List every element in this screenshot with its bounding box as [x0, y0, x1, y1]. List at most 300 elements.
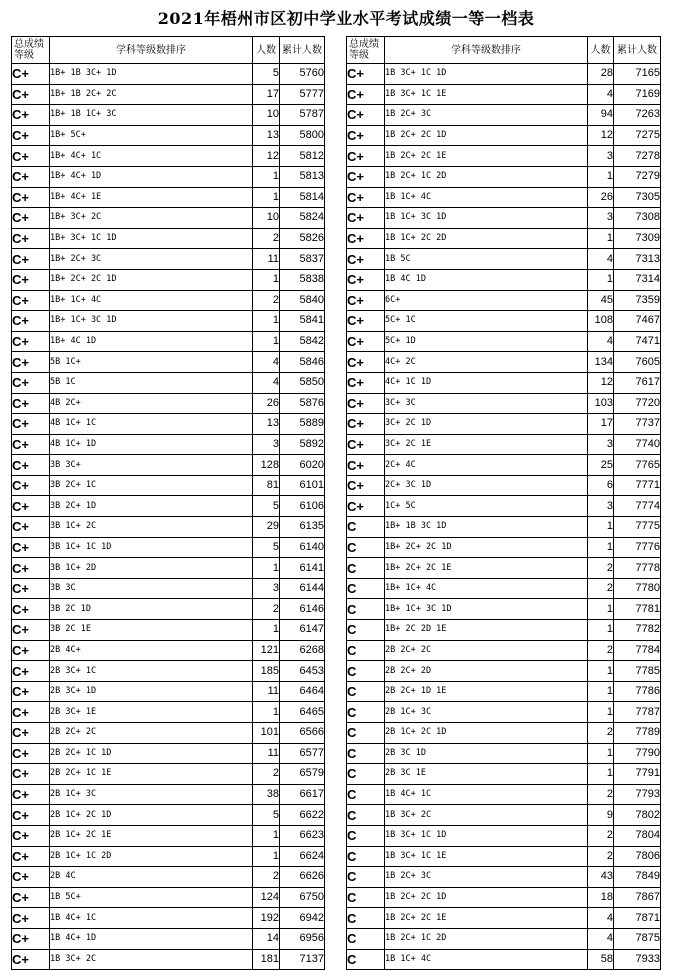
table-row: [347, 867, 661, 888]
combo-cell: 1B+ 1C+ 4C: [50, 290, 253, 311]
grade-cell: C+: [347, 249, 385, 270]
combo-cell: 1B 3C+ 1C 1E: [385, 84, 588, 105]
total-cell: 5837: [280, 249, 325, 270]
table-row: [12, 269, 325, 290]
table-row: [12, 64, 325, 85]
total-cell: 6750: [280, 887, 325, 908]
table-row: [12, 311, 325, 332]
table-row: [347, 105, 661, 126]
total-cell: 5824: [280, 208, 325, 229]
combo-cell: 2B 3C 1E: [385, 764, 588, 785]
table-row: [347, 784, 661, 805]
count-cell: 1: [588, 681, 614, 702]
grade-cell: C: [347, 640, 385, 661]
table-row: [347, 352, 661, 373]
grade-cell: C: [347, 681, 385, 702]
total-cell: 5876: [280, 393, 325, 414]
combo-cell: 5C+ 1D: [385, 331, 588, 352]
total-cell: 7789: [614, 723, 661, 744]
table-row: [12, 455, 325, 476]
count-cell: 1: [253, 269, 280, 290]
grade-cell: C+: [12, 64, 50, 85]
grade-cell: C+: [347, 125, 385, 146]
total-cell: 7871: [614, 908, 661, 929]
count-cell: 5: [253, 537, 280, 558]
grade-cell: C+: [347, 414, 385, 435]
count-cell: 2: [588, 578, 614, 599]
table-row: [347, 228, 661, 249]
grade-cell: C+: [347, 311, 385, 332]
table-row: [347, 537, 661, 558]
combo-cell: 1B 1C+ 2C 2D: [385, 228, 588, 249]
count-cell: 101: [253, 723, 280, 744]
header-count: 人数: [253, 37, 280, 64]
count-cell: 29: [253, 517, 280, 538]
count-cell: 1: [588, 228, 614, 249]
count-cell: 11: [253, 743, 280, 764]
table-row: [347, 311, 661, 332]
table-row: [12, 352, 325, 373]
table-row: [12, 105, 325, 126]
table-row: [347, 949, 661, 970]
count-cell: 2: [588, 558, 614, 579]
combo-cell: 1B 2C+ 3C: [385, 867, 588, 888]
combo-cell: 1B 4C+ 1D: [50, 928, 253, 949]
total-cell: 7867: [614, 887, 661, 908]
grade-cell: C: [347, 908, 385, 929]
total-cell: 7786: [614, 681, 661, 702]
total-cell: 7771: [614, 475, 661, 496]
combo-cell: 1B+ 4C+ 1E: [50, 187, 253, 208]
table-row: [12, 146, 325, 167]
total-cell: 7849: [614, 867, 661, 888]
count-cell: 12: [253, 146, 280, 167]
grade-cell: C+: [12, 784, 50, 805]
total-cell: 6135: [280, 517, 325, 538]
grade-cell: C+: [12, 805, 50, 826]
total-cell: 6101: [280, 475, 325, 496]
total-cell: 5842: [280, 331, 325, 352]
grade-cell: C: [347, 558, 385, 579]
page-title: 2021年梧州市区初中学业水平考试成绩一等一档表: [157, 9, 535, 28]
table-row: [12, 125, 325, 146]
total-cell: 5841: [280, 311, 325, 332]
grade-cell: C+: [12, 702, 50, 723]
total-cell: 5760: [280, 64, 325, 85]
count-cell: 192: [253, 908, 280, 929]
combo-cell: 3C+ 2C 1D: [385, 414, 588, 435]
table-row: [12, 764, 325, 785]
combo-cell: 2B 1C+ 3C: [385, 702, 588, 723]
combo-cell: 1B 3C+ 1C 1D: [385, 825, 588, 846]
combo-cell: 1B+ 1B 3C 1D: [385, 517, 588, 538]
table-row: [12, 84, 325, 105]
table-row: [12, 640, 325, 661]
table-row: [347, 249, 661, 270]
table-row: [347, 475, 661, 496]
total-cell: 5846: [280, 352, 325, 373]
table-row: [12, 825, 325, 846]
table-row: [12, 723, 325, 744]
combo-cell: 1B+ 3C+ 1C 1D: [50, 228, 253, 249]
grade-cell: C+: [12, 352, 50, 373]
table-row: [347, 578, 661, 599]
grade-cell: C: [347, 784, 385, 805]
combo-cell: 3B 1C+ 2D: [50, 558, 253, 579]
table-row: [12, 372, 325, 393]
combo-cell: 2B 1C+ 2C 1E: [50, 825, 253, 846]
grade-cell: C+: [12, 599, 50, 620]
combo-cell: 3B 2C 1E: [50, 620, 253, 641]
combo-cell: 3B 2C+ 1D: [50, 496, 253, 517]
total-cell: 7765: [614, 455, 661, 476]
count-cell: 43: [588, 867, 614, 888]
total-cell: 5800: [280, 125, 325, 146]
combo-cell: 1B+ 1B 3C+ 1D: [50, 64, 253, 85]
combo-cell: 2B 3C 1D: [385, 743, 588, 764]
grade-cell: C+: [12, 558, 50, 579]
grade-cell: C+: [347, 372, 385, 393]
grade-cell: C+: [12, 372, 50, 393]
combo-cell: 1B 2C+ 1C 2D: [385, 166, 588, 187]
grade-cell: C+: [347, 64, 385, 85]
header-grade: 总成绩 等级: [347, 37, 385, 64]
grade-cell: C: [347, 867, 385, 888]
count-cell: 124: [253, 887, 280, 908]
grade-cell: C+: [12, 887, 50, 908]
total-cell: 7278: [614, 146, 661, 167]
count-cell: 2: [588, 825, 614, 846]
grade-cell: C+: [347, 290, 385, 311]
count-cell: 26: [588, 187, 614, 208]
count-cell: 1: [588, 661, 614, 682]
table-row: [12, 496, 325, 517]
count-cell: 38: [253, 784, 280, 805]
count-cell: 4: [253, 372, 280, 393]
grade-cell: C: [347, 949, 385, 970]
total-cell: 7806: [614, 846, 661, 867]
grade-cell: C+: [12, 290, 50, 311]
total-cell: 7720: [614, 393, 661, 414]
combo-cell: 1B 4C+ 1C: [50, 908, 253, 929]
combo-cell: 5C+ 1C: [385, 311, 588, 332]
total-cell: 5777: [280, 84, 325, 105]
table-header-row: [347, 37, 661, 64]
total-cell: 5826: [280, 228, 325, 249]
total-cell: 7787: [614, 702, 661, 723]
grade-cell: C+: [12, 949, 50, 970]
count-cell: 13: [253, 125, 280, 146]
grade-cell: C: [347, 702, 385, 723]
left-grade-table: [11, 36, 325, 970]
grade-cell: C+: [12, 578, 50, 599]
total-cell: 6465: [280, 702, 325, 723]
combo-cell: 4B 1C+ 1C: [50, 414, 253, 435]
count-cell: 81: [253, 475, 280, 496]
grade-cell: C: [347, 764, 385, 785]
total-cell: 5850: [280, 372, 325, 393]
total-cell: 6147: [280, 620, 325, 641]
count-cell: 9: [588, 805, 614, 826]
count-cell: 3: [253, 578, 280, 599]
combo-cell: 1B 2C+ 2C 1D: [385, 887, 588, 908]
table-row: [347, 825, 661, 846]
grade-cell: C+: [12, 908, 50, 929]
grade-cell: C+: [12, 228, 50, 249]
table-row: [12, 434, 325, 455]
combo-cell: 1B 5C+: [50, 887, 253, 908]
table-row: [347, 166, 661, 187]
table-row: [347, 620, 661, 641]
total-cell: 7309: [614, 228, 661, 249]
grade-cell: C+: [12, 825, 50, 846]
grade-cell: C+: [347, 228, 385, 249]
table-row: [12, 702, 325, 723]
total-cell: 7137: [280, 949, 325, 970]
combo-cell: 3C+ 2C 1E: [385, 434, 588, 455]
combo-cell: 1B 2C+ 2C 1E: [385, 146, 588, 167]
combo-cell: 1B+ 1B 1C+ 3C: [50, 105, 253, 126]
total-cell: 7737: [614, 414, 661, 435]
combo-cell: 3B 3C+: [50, 455, 253, 476]
table-row: [347, 269, 661, 290]
grade-cell: C: [347, 599, 385, 620]
total-cell: 6140: [280, 537, 325, 558]
total-cell: 6577: [280, 743, 325, 764]
combo-cell: 6C+: [385, 290, 588, 311]
count-cell: 1: [588, 537, 614, 558]
count-cell: 3: [588, 496, 614, 517]
total-cell: 6268: [280, 640, 325, 661]
count-cell: 2: [588, 846, 614, 867]
table-row: [347, 146, 661, 167]
count-cell: 1: [253, 846, 280, 867]
combo-cell: 1B 2C+ 3C: [385, 105, 588, 126]
table-row: [12, 928, 325, 949]
total-cell: 5787: [280, 105, 325, 126]
count-cell: 3: [588, 434, 614, 455]
table-row: [347, 599, 661, 620]
total-cell: 7359: [614, 290, 661, 311]
count-cell: 103: [588, 393, 614, 414]
table-row: [347, 640, 661, 661]
total-cell: 7785: [614, 661, 661, 682]
count-cell: 3: [588, 146, 614, 167]
grade-cell: C+: [12, 393, 50, 414]
count-cell: 12: [588, 125, 614, 146]
combo-cell: 1B+ 4C+ 1D: [50, 166, 253, 187]
header-grade: 总成绩 等级: [12, 37, 50, 64]
combo-cell: 1B 5C: [385, 249, 588, 270]
grade-cell: C+: [12, 640, 50, 661]
combo-cell: 1B+ 2C+ 2C 1D: [385, 537, 588, 558]
table-row: [347, 496, 661, 517]
count-cell: 14: [253, 928, 280, 949]
grade-cell: C+: [12, 723, 50, 744]
combo-cell: 2B 2C+ 2D: [385, 661, 588, 682]
total-cell: 6626: [280, 867, 325, 888]
combo-cell: 3B 1C+ 2C: [50, 517, 253, 538]
total-cell: 6942: [280, 908, 325, 929]
grade-cell: C+: [12, 434, 50, 455]
table-row: [347, 846, 661, 867]
grade-cell: C+: [12, 125, 50, 146]
combo-cell: 4C+ 1C 1D: [385, 372, 588, 393]
count-cell: 5: [253, 805, 280, 826]
table-row: [347, 125, 661, 146]
count-cell: 2: [253, 867, 280, 888]
count-cell: 2: [588, 640, 614, 661]
table-row: [12, 599, 325, 620]
table-row: [347, 372, 661, 393]
total-cell: 6453: [280, 661, 325, 682]
total-cell: 6141: [280, 558, 325, 579]
grade-cell: C: [347, 537, 385, 558]
grade-cell: C+: [12, 846, 50, 867]
total-cell: 7875: [614, 928, 661, 949]
count-cell: 17: [588, 414, 614, 435]
table-row: [12, 784, 325, 805]
combo-cell: 2B 2C+ 1C 1E: [50, 764, 253, 785]
count-cell: 1: [253, 166, 280, 187]
combo-cell: 2B 1C+ 2C 1D: [50, 805, 253, 826]
grade-cell: C: [347, 517, 385, 538]
total-cell: 7279: [614, 166, 661, 187]
grade-cell: C+: [12, 455, 50, 476]
count-cell: 1: [253, 825, 280, 846]
table-row: [12, 228, 325, 249]
header-combo: 学科等级数排序: [385, 37, 588, 64]
total-cell: 7784: [614, 640, 661, 661]
table-row: [12, 558, 325, 579]
table-row: [347, 558, 661, 579]
table-row: [347, 290, 661, 311]
combo-cell: 2B 4C: [50, 867, 253, 888]
total-cell: 6622: [280, 805, 325, 826]
count-cell: 1: [588, 269, 614, 290]
table-row: [12, 290, 325, 311]
combo-cell: 2C+ 3C 1D: [385, 475, 588, 496]
table-row: [347, 414, 661, 435]
combo-cell: 1B+ 2C+ 2C 1D: [50, 269, 253, 290]
combo-cell: 1B+ 5C+: [50, 125, 253, 146]
total-cell: 6617: [280, 784, 325, 805]
total-cell: 5838: [280, 269, 325, 290]
count-cell: 1: [588, 702, 614, 723]
count-cell: 5: [253, 496, 280, 517]
grade-cell: C+: [12, 146, 50, 167]
combo-cell: 2B 2C+ 1D 1E: [385, 681, 588, 702]
count-cell: 4: [588, 84, 614, 105]
combo-cell: 5B 1C: [50, 372, 253, 393]
count-cell: 25: [588, 455, 614, 476]
combo-cell: 2C+ 4C: [385, 455, 588, 476]
count-cell: 12: [588, 372, 614, 393]
combo-cell: 1B 3C+ 1C 1E: [385, 846, 588, 867]
count-cell: 4: [588, 331, 614, 352]
grade-cell: C: [347, 723, 385, 744]
grade-cell: C+: [347, 166, 385, 187]
combo-cell: 2B 1C+ 2C 1D: [385, 723, 588, 744]
grade-cell: C: [347, 805, 385, 826]
table-row: [12, 249, 325, 270]
combo-cell: 1B 4C 1D: [385, 269, 588, 290]
table-row: [12, 331, 325, 352]
table-row: [347, 208, 661, 229]
grade-cell: C+: [12, 867, 50, 888]
table-row: [347, 187, 661, 208]
grade-cell: C+: [12, 537, 50, 558]
combo-cell: 3B 3C: [50, 578, 253, 599]
grade-cell: C+: [347, 105, 385, 126]
combo-cell: 2B 3C+ 1C: [50, 661, 253, 682]
table-row: [12, 620, 325, 641]
count-cell: 94: [588, 105, 614, 126]
combo-cell: 1B 1C+ 3C 1D: [385, 208, 588, 229]
header-count: 人数: [588, 37, 614, 64]
grade-cell: C+: [12, 311, 50, 332]
grade-cell: C+: [12, 249, 50, 270]
table-row: [347, 455, 661, 476]
combo-cell: 1B 2C+ 2C 1E: [385, 908, 588, 929]
table-row: [12, 393, 325, 414]
count-cell: 17: [253, 84, 280, 105]
grade-cell: C+: [12, 620, 50, 641]
combo-cell: 2B 3C+ 1D: [50, 681, 253, 702]
table-row: [12, 805, 325, 826]
combo-cell: 1B+ 2C 2D 1E: [385, 620, 588, 641]
total-cell: 7793: [614, 784, 661, 805]
grade-cell: C+: [347, 208, 385, 229]
count-cell: 18: [588, 887, 614, 908]
total-cell: 7169: [614, 84, 661, 105]
count-cell: 134: [588, 352, 614, 373]
count-cell: 1: [253, 702, 280, 723]
grade-cell: C+: [12, 187, 50, 208]
total-cell: 5814: [280, 187, 325, 208]
grade-cell: C+: [12, 105, 50, 126]
count-cell: 2: [253, 228, 280, 249]
table-row: [12, 908, 325, 929]
combo-cell: 1B+ 4C 1D: [50, 331, 253, 352]
combo-cell: 1B 1C+ 4C: [385, 949, 588, 970]
total-cell: 7263: [614, 105, 661, 126]
total-cell: 7774: [614, 496, 661, 517]
count-cell: 28: [588, 64, 614, 85]
count-cell: 10: [253, 208, 280, 229]
table-row: [347, 743, 661, 764]
table-row: [12, 187, 325, 208]
total-cell: 6106: [280, 496, 325, 517]
grade-cell: C: [347, 887, 385, 908]
table-row: [347, 434, 661, 455]
combo-cell: 2B 1C+ 3C: [50, 784, 253, 805]
count-cell: 185: [253, 661, 280, 682]
header-total: 累计人数: [614, 37, 661, 64]
grade-cell: C+: [12, 166, 50, 187]
table-row: [12, 166, 325, 187]
grade-cell: C+: [12, 269, 50, 290]
combo-cell: 1B+ 1C+ 3C 1D: [50, 311, 253, 332]
count-cell: 4: [588, 928, 614, 949]
total-cell: 7791: [614, 764, 661, 785]
count-cell: 128: [253, 455, 280, 476]
grade-cell: C+: [347, 496, 385, 517]
grade-cell: C: [347, 620, 385, 641]
total-cell: 7314: [614, 269, 661, 290]
grade-cell: C+: [347, 352, 385, 373]
count-cell: 1: [588, 166, 614, 187]
